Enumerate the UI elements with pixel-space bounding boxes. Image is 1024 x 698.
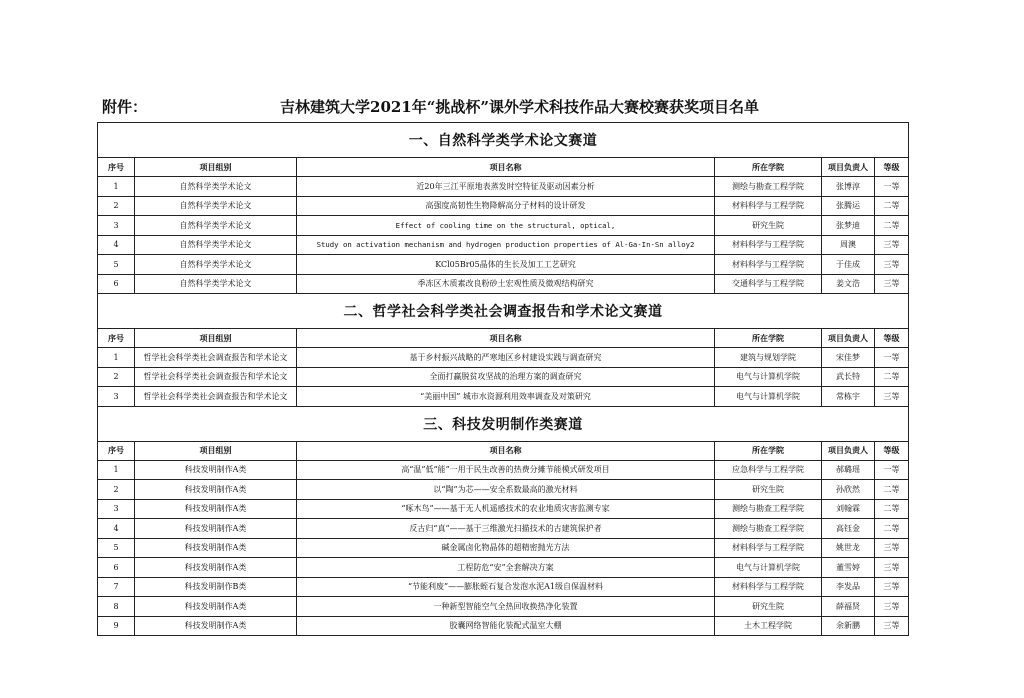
row-college: 材料科学与工程学院 xyxy=(715,255,822,275)
row-number: 9 xyxy=(98,616,135,636)
row-group: 自然科学类学术论文 xyxy=(135,255,297,275)
row-project-name: 季冻区木质素改良粉砂土宏观性质及微观结构研究 xyxy=(297,274,715,294)
row-project-name: Effect of cooling time on the structural, optical, xyxy=(297,216,715,236)
row-grade: 二等 xyxy=(875,367,909,387)
row-project-name: 以“陶”为芯——安全系数最高的激光材料 xyxy=(297,480,715,500)
row-group: 哲学社会科学类社会调查报告和学术论文 xyxy=(135,348,297,368)
column-header: 项目名称 xyxy=(297,441,715,460)
row-college: 测绘与勘查工程学院 xyxy=(715,499,822,519)
section-heading: 二、哲学社会科学类社会调查报告和学术论文赛道 xyxy=(98,294,909,329)
row-college: 交通科学与工程学院 xyxy=(715,274,822,294)
row-college: 材料科学与工程学院 xyxy=(715,196,822,216)
row-number: 1 xyxy=(98,460,135,480)
row-number: 4 xyxy=(98,235,135,255)
row-group: 科技发明制作A类 xyxy=(135,499,297,519)
row-project-name: KCl05Br05晶体的生长及加工工艺研究 xyxy=(297,255,715,275)
row-number: 4 xyxy=(98,519,135,539)
table-row xyxy=(98,274,909,294)
row-college: 电气与计算机学院 xyxy=(715,367,822,387)
row-college: 电气与计算机学院 xyxy=(715,387,822,407)
column-header: 项目负责人 xyxy=(822,158,875,177)
row-leader: 武长特 xyxy=(822,367,875,387)
row-project-name: 高“温”低“能”一用于民生改善的热费分摊节能模式研发项目 xyxy=(297,460,715,480)
row-number: 8 xyxy=(98,597,135,617)
row-grade: 二等 xyxy=(875,499,909,519)
row-group: 科技发明制作A类 xyxy=(135,597,297,617)
row-grade: 三等 xyxy=(875,255,909,275)
table-row xyxy=(98,499,909,519)
row-project-name: 胶囊网络智能化装配式温室大棚 xyxy=(297,616,715,636)
row-grade: 一等 xyxy=(875,348,909,368)
row-college: 材料科学与工程学院 xyxy=(715,577,822,597)
row-leader: 高钰金 xyxy=(822,519,875,539)
row-project-name: 高强度高韧性生物降解高分子材料的设计研发 xyxy=(297,196,715,216)
row-leader: 于佳成 xyxy=(822,255,875,275)
row-group: 自然科学类学术论文 xyxy=(135,196,297,216)
row-grade: 一等 xyxy=(875,177,909,197)
row-grade: 三等 xyxy=(875,387,909,407)
row-group: 哲学社会科学类社会调查报告和学术论文 xyxy=(135,367,297,387)
row-number: 3 xyxy=(98,387,135,407)
section-heading-row xyxy=(98,406,909,441)
row-number: 3 xyxy=(98,499,135,519)
table-row xyxy=(98,235,909,255)
row-group: 自然科学类学术论文 xyxy=(135,274,297,294)
table-row xyxy=(98,597,909,617)
column-header: 所在学院 xyxy=(715,329,822,348)
row-number: 2 xyxy=(98,196,135,216)
section-heading-row xyxy=(98,123,909,158)
table-row xyxy=(98,255,909,275)
row-leader: 姜文浩 xyxy=(822,274,875,294)
column-header: 项目负责人 xyxy=(822,441,875,460)
column-header: 序号 xyxy=(98,441,135,460)
row-number: 6 xyxy=(98,558,135,578)
row-grade: 三等 xyxy=(875,577,909,597)
column-header-row xyxy=(98,158,909,177)
row-grade: 二等 xyxy=(875,519,909,539)
row-grade: 一等 xyxy=(875,460,909,480)
column-header-row xyxy=(98,329,909,348)
row-group: 科技发明制作A类 xyxy=(135,460,297,480)
row-leader: 李发品 xyxy=(822,577,875,597)
row-grade: 三等 xyxy=(875,538,909,558)
table-row xyxy=(98,348,909,368)
row-college: 应急科学与工程学院 xyxy=(715,460,822,480)
row-college: 研究生院 xyxy=(715,216,822,236)
table-row xyxy=(98,216,909,236)
row-college: 电气与计算机学院 xyxy=(715,558,822,578)
row-group: 科技发明制作A类 xyxy=(135,519,297,539)
row-leader: 姚世龙 xyxy=(822,538,875,558)
row-college: 研究生院 xyxy=(715,480,822,500)
row-grade: 三等 xyxy=(875,274,909,294)
row-leader: 张博淳 xyxy=(822,177,875,197)
row-college: 测绘与勘查工程学院 xyxy=(715,519,822,539)
column-header: 项目组别 xyxy=(135,158,297,177)
row-leader: 薛福贤 xyxy=(822,597,875,617)
row-group: 自然科学类学术论文 xyxy=(135,216,297,236)
row-college: 土木工程学院 xyxy=(715,616,822,636)
row-project-name: 反古归“真”——基于三维激光扫描技术的古建筑保护者 xyxy=(297,519,715,539)
row-college: 材料科学与工程学院 xyxy=(715,538,822,558)
column-header: 序号 xyxy=(98,329,135,348)
row-group: 自然科学类学术论文 xyxy=(135,177,297,197)
row-leader: 余新鹏 xyxy=(822,616,875,636)
table-row xyxy=(98,460,909,480)
row-number: 5 xyxy=(98,538,135,558)
row-number: 3 xyxy=(98,216,135,236)
row-project-name: 全面打赢脱贫攻坚战的治理方案的调查研究 xyxy=(297,367,715,387)
row-leader: 郝璐瑶 xyxy=(822,460,875,480)
attachment-label: 附件： xyxy=(102,98,148,116)
row-group: 科技发明制作A类 xyxy=(135,616,297,636)
column-header: 等级 xyxy=(875,158,909,177)
row-leader: 张腾运 xyxy=(822,196,875,216)
row-leader: 宋佳梦 xyxy=(822,348,875,368)
row-leader: 张梦迪 xyxy=(822,216,875,236)
column-header: 项目负责人 xyxy=(822,329,875,348)
column-header: 所在学院 xyxy=(715,158,822,177)
column-header: 等级 xyxy=(875,329,909,348)
row-grade: 二等 xyxy=(875,216,909,236)
row-grade: 三等 xyxy=(875,616,909,636)
row-project-name: “啄木鸟”——基于无人机遥感技术的农业地质灾害监测专家 xyxy=(297,499,715,519)
row-leader: 刘翰霖 xyxy=(822,499,875,519)
column-header: 项目组别 xyxy=(135,329,297,348)
table-row xyxy=(98,480,909,500)
row-project-name: 碱金属卤化物晶体的超精密抛光方法 xyxy=(297,538,715,558)
row-group: 科技发明制作B类 xyxy=(135,577,297,597)
row-grade: 三等 xyxy=(875,235,909,255)
row-grade: 三等 xyxy=(875,597,909,617)
row-number: 2 xyxy=(98,480,135,500)
row-project-name: 近20年三江平原地表蒸发时空特征及驱动因素分析 xyxy=(297,177,715,197)
row-grade: 二等 xyxy=(875,196,909,216)
column-header: 项目名称 xyxy=(297,329,715,348)
row-project-name: 基于乡村振兴战略的严寒地区乡村建设实践与调查研究 xyxy=(297,348,715,368)
row-group: 科技发明制作A类 xyxy=(135,558,297,578)
table-row xyxy=(98,196,909,216)
table-row xyxy=(98,558,909,578)
row-college: 材料科学与工程学院 xyxy=(715,235,822,255)
table-row xyxy=(98,577,909,597)
row-number: 2 xyxy=(98,367,135,387)
row-grade: 二等 xyxy=(875,480,909,500)
column-header: 项目名称 xyxy=(297,158,715,177)
row-college: 研究生院 xyxy=(715,597,822,617)
column-header: 所在学院 xyxy=(715,441,822,460)
row-group: 哲学社会科学类社会调查报告和学术论文 xyxy=(135,387,297,407)
row-project-name: Study on activation mechanism and hydrogen production properties of Al-Ga-In-Sn alloy2 xyxy=(297,235,715,255)
row-number: 5 xyxy=(98,255,135,275)
column-header: 项目组别 xyxy=(135,441,297,460)
row-group: 科技发明制作A类 xyxy=(135,480,297,500)
column-header: 等级 xyxy=(875,441,909,460)
column-header-row xyxy=(98,441,909,460)
table-row xyxy=(98,538,909,558)
row-group: 自然科学类学术论文 xyxy=(135,235,297,255)
row-project-name: 一种新型智能空气全热回收换热净化装置 xyxy=(297,597,715,617)
row-project-name: “美丽中国” 城市水资源利用效率调查及对策研究 xyxy=(297,387,715,407)
section-heading: 一、自然科学类学术论文赛道 xyxy=(98,123,909,158)
row-number: 1 xyxy=(98,177,135,197)
row-leader: 常栋宇 xyxy=(822,387,875,407)
row-leader: 孙欣然 xyxy=(822,480,875,500)
row-college: 建筑与规划学院 xyxy=(715,348,822,368)
table-row xyxy=(98,519,909,539)
table-row xyxy=(98,387,909,407)
document-title: 吉林建筑大学2021年“挑战杯”课外学术科技作品大赛校赛获奖项目名单 xyxy=(280,98,760,116)
section-heading-row xyxy=(98,294,909,329)
row-project-name: 工程防危“安”全套解决方案 xyxy=(297,558,715,578)
row-leader: 董雪婷 xyxy=(822,558,875,578)
row-leader: 周澳 xyxy=(822,235,875,255)
table-row xyxy=(98,367,909,387)
row-number: 6 xyxy=(98,274,135,294)
column-header: 序号 xyxy=(98,158,135,177)
table-row xyxy=(98,616,909,636)
row-grade: 三等 xyxy=(875,558,909,578)
award-table xyxy=(97,122,909,636)
row-number: 7 xyxy=(98,577,135,597)
section-heading: 三、科技发明制作类赛道 xyxy=(98,406,909,441)
row-college: 测绘与勘查工程学院 xyxy=(715,177,822,197)
row-group: 科技发明制作A类 xyxy=(135,538,297,558)
row-project-name: “节能利废”——膨胀蛭石复合发泡水泥A1级自保温材料 xyxy=(297,577,715,597)
table-row xyxy=(98,177,909,197)
row-number: 1 xyxy=(98,348,135,368)
